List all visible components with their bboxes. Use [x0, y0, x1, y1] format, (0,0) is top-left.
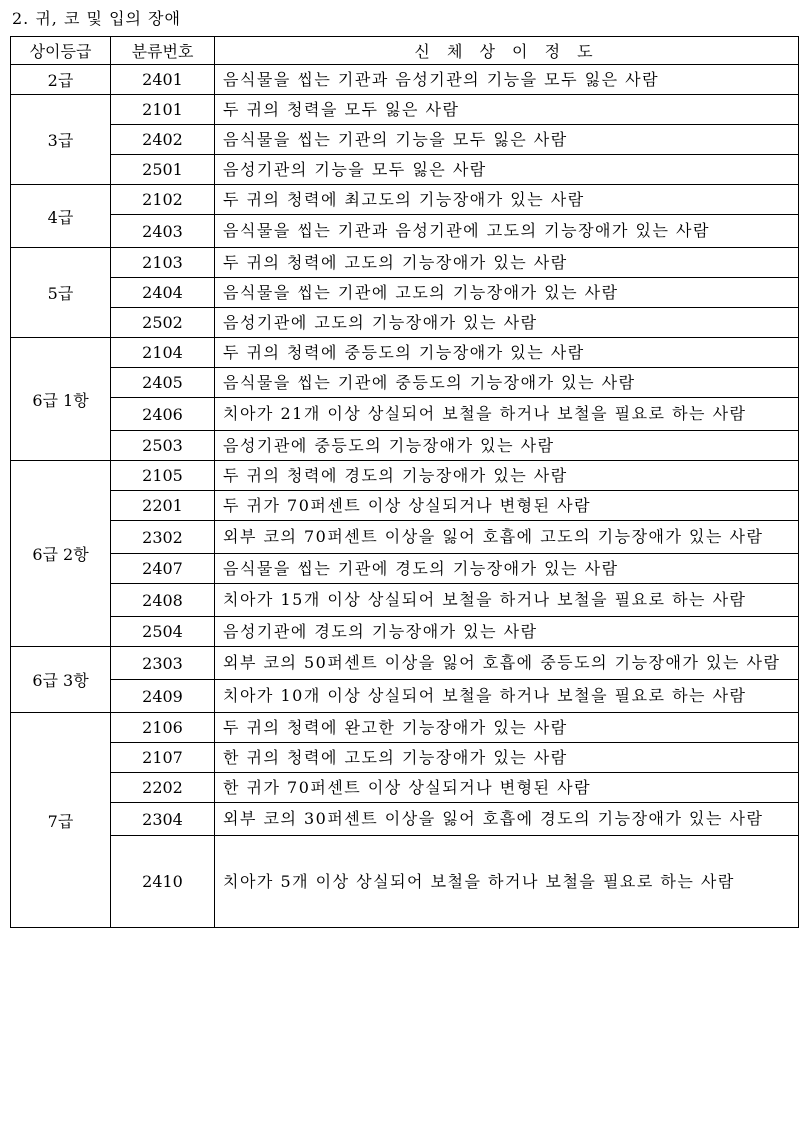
grade-cell: 3급 [11, 95, 111, 185]
code-cell: 2410 [111, 836, 215, 928]
description-cell: 두 귀의 청력에 완고한 기능장애가 있는 사람 [215, 713, 799, 743]
table-row [11, 647, 799, 680]
code-cell: 2504 [111, 617, 215, 647]
code-cell: 2409 [111, 680, 215, 713]
description-cell: 음식물을 씹는 기관의 기능을 모두 잃은 사람 [215, 125, 799, 155]
table-row [11, 713, 799, 743]
grade-cell: 6급 1항 [11, 338, 111, 461]
code-cell: 2304 [111, 803, 215, 836]
description-cell: 음식물을 씹는 기관에 경도의 기능장애가 있는 사람 [215, 554, 799, 584]
table-row [11, 491, 799, 521]
header-grade: 상이등급 [11, 37, 111, 65]
table-row [11, 617, 799, 647]
header-description: 신 체 상 이 정 도 [215, 37, 799, 65]
table-row [11, 554, 799, 584]
table-row [11, 155, 799, 185]
grade-cell: 2급 [11, 65, 111, 95]
table-row [11, 584, 799, 617]
description-cell: 두 귀의 청력에 경도의 기능장애가 있는 사람 [215, 461, 799, 491]
table-row [11, 836, 799, 928]
code-cell: 2104 [111, 338, 215, 368]
grade-cell: 6급 3항 [11, 647, 111, 713]
grade-cell: 4급 [11, 185, 111, 248]
description-cell: 두 귀의 청력에 중등도의 기능장애가 있는 사람 [215, 338, 799, 368]
code-cell: 2503 [111, 431, 215, 461]
table-row [11, 278, 799, 308]
code-cell: 2407 [111, 554, 215, 584]
code-cell: 2405 [111, 368, 215, 398]
description-cell: 음성기관에 경도의 기능장애가 있는 사람 [215, 617, 799, 647]
table-row [11, 431, 799, 461]
description-cell: 음식물을 씹는 기관에 중등도의 기능장애가 있는 사람 [215, 368, 799, 398]
description-cell: 음식물을 씹는 기관과 음성기관에 고도의 기능장애가 있는 사람 [215, 215, 799, 248]
table-row [11, 65, 799, 95]
description-cell: 음성기관의 기능을 모두 잃은 사람 [215, 155, 799, 185]
description-cell: 외부 코의 50퍼센트 이상을 잃어 호흡에 중등도의 기능장애가 있는 사람 [215, 647, 799, 680]
table-row [11, 803, 799, 836]
code-cell: 2303 [111, 647, 215, 680]
code-cell: 2201 [111, 491, 215, 521]
table-row [11, 368, 799, 398]
disability-grade-table [10, 36, 799, 928]
description-cell: 음식물을 씹는 기관에 고도의 기능장애가 있는 사람 [215, 278, 799, 308]
description-cell: 치아가 21개 이상 상실되어 보철을 하거나 보철을 필요로 하는 사람 [215, 398, 799, 431]
description-cell: 외부 코의 70퍼센트 이상을 잃어 호흡에 고도의 기능장애가 있는 사람 [215, 521, 799, 554]
description-cell: 음성기관에 고도의 기능장애가 있는 사람 [215, 308, 799, 338]
table-row [11, 338, 799, 368]
table-row [11, 680, 799, 713]
code-cell: 2101 [111, 95, 215, 125]
description-cell: 한 귀가 70퍼센트 이상 상실되거나 변형된 사람 [215, 773, 799, 803]
description-cell: 음성기관에 중등도의 기능장애가 있는 사람 [215, 431, 799, 461]
description-cell: 치아가 15개 이상 상실되어 보철을 하거나 보철을 필요로 하는 사람 [215, 584, 799, 617]
code-cell: 2105 [111, 461, 215, 491]
code-cell: 2406 [111, 398, 215, 431]
grade-cell: 7급 [11, 713, 111, 928]
description-cell: 치아가 5개 이상 상실되어 보철을 하거나 보철을 필요로 하는 사람 [215, 836, 799, 928]
code-cell: 2401 [111, 65, 215, 95]
description-cell: 두 귀의 청력을 모두 잃은 사람 [215, 95, 799, 125]
table-row [11, 521, 799, 554]
table-row [11, 461, 799, 491]
code-cell: 2402 [111, 125, 215, 155]
code-cell: 2102 [111, 185, 215, 215]
table-row [11, 743, 799, 773]
table-row [11, 215, 799, 248]
table-row [11, 185, 799, 215]
code-cell: 2501 [111, 155, 215, 185]
table-header-row [11, 37, 799, 65]
code-cell: 2302 [111, 521, 215, 554]
header-code: 분류번호 [111, 37, 215, 65]
description-cell: 음식물을 씹는 기관과 음성기관의 기능을 모두 잃은 사람 [215, 65, 799, 95]
code-cell: 2202 [111, 773, 215, 803]
table-row [11, 308, 799, 338]
page-title: 2. 귀, 코 및 입의 장애 [12, 9, 181, 28]
description-cell: 두 귀의 청력에 고도의 기능장애가 있는 사람 [215, 248, 799, 278]
code-cell: 2404 [111, 278, 215, 308]
table-row [11, 125, 799, 155]
table-row [11, 398, 799, 431]
code-cell: 2403 [111, 215, 215, 248]
description-cell: 두 귀가 70퍼센트 이상 상실되거나 변형된 사람 [215, 491, 799, 521]
code-cell: 2103 [111, 248, 215, 278]
description-cell: 두 귀의 청력에 최고도의 기능장애가 있는 사람 [215, 185, 799, 215]
code-cell: 2502 [111, 308, 215, 338]
code-cell: 2106 [111, 713, 215, 743]
grade-cell: 5급 [11, 248, 111, 338]
table-row [11, 95, 799, 125]
code-cell: 2107 [111, 743, 215, 773]
description-cell: 외부 코의 30퍼센트 이상을 잃어 호흡에 경도의 기능장애가 있는 사람 [215, 803, 799, 836]
description-cell: 한 귀의 청력에 고도의 기능장애가 있는 사람 [215, 743, 799, 773]
description-cell: 치아가 10개 이상 상실되어 보철을 하거나 보철을 필요로 하는 사람 [215, 680, 799, 713]
table-row [11, 248, 799, 278]
table-row [11, 773, 799, 803]
code-cell: 2408 [111, 584, 215, 617]
grade-cell: 6급 2항 [11, 461, 111, 647]
